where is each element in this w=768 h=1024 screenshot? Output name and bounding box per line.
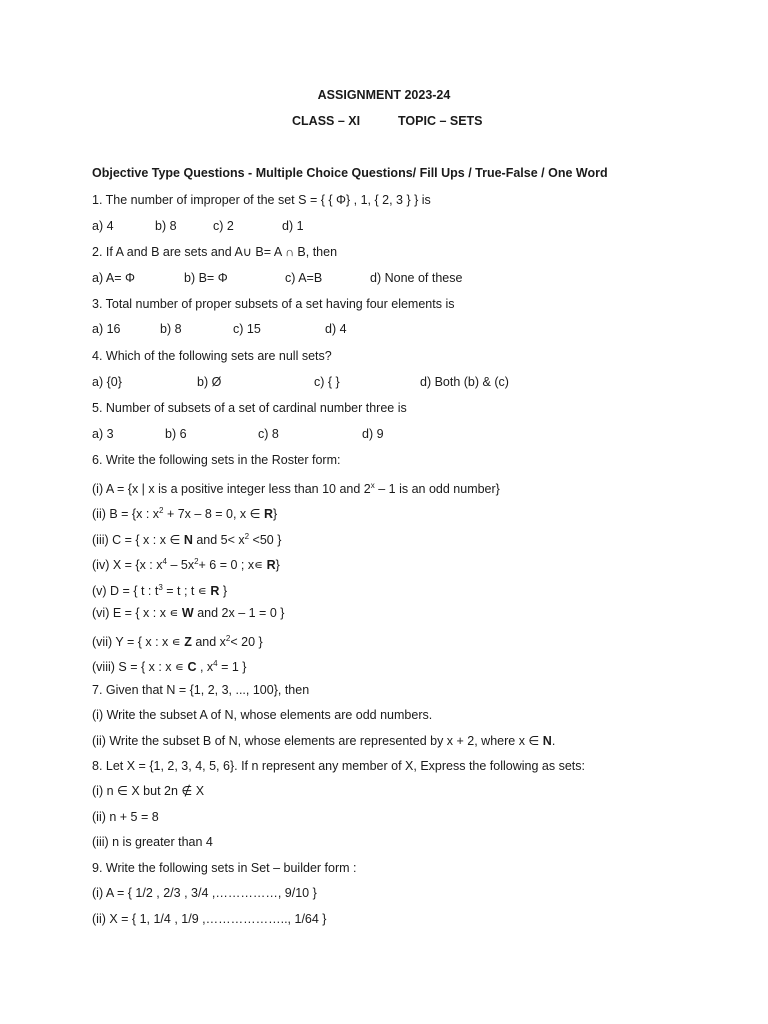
question-5: 5. Number of subsets of a set of cardinal number three is xyxy=(92,401,407,415)
q3-option-d: d) 4 xyxy=(325,322,347,336)
question-4: 4. Which of the following sets are null sets? xyxy=(92,349,332,363)
q1-option-c: c) 2 xyxy=(213,219,234,233)
q2-option-b: b) B= Φ xyxy=(184,271,228,285)
question-9: 9. Write the following sets in Set – builder form : xyxy=(92,861,357,875)
q7-part-i: (i) Write the subset A of N, whose elements are odd numbers. xyxy=(92,708,433,722)
q1-option-d: d) 1 xyxy=(282,219,304,233)
q6-part-ii: (ii) B = {x : $x^2 + 7x - 8 = 0$, x ∈ R} xyxy=(92,506,278,522)
q9-part-ii: (ii) X = { 1, 1/4 , 1/9 ,……………….., 1/64 } xyxy=(92,912,327,926)
q6-part-iv: (iv) X = {x : $x^4 - 5x^2+ 6 = 0$ ; x∊ R} xyxy=(92,557,280,573)
question-6: 6. Write the following sets in the Roster form: xyxy=(92,453,341,467)
q5-option-c: c) 8 xyxy=(258,427,279,441)
q2-option-c: c) A=B xyxy=(285,271,323,285)
q1-option-b: b) 8 xyxy=(155,219,177,233)
q6-part-i: (i) A = {x | x is a positive integer less than 10 and 2$^x$ – 1 is an odd number} xyxy=(92,481,500,497)
q8-part-ii: (ii) n + 5 = 8 xyxy=(92,810,159,824)
q5-option-a: a) 3 xyxy=(92,427,114,441)
q8-part-iii: (iii) n is greater than 4 xyxy=(92,835,213,849)
q4-option-d: d) Both (b) & (c) xyxy=(420,375,509,389)
q3-option-b: b) 8 xyxy=(160,322,182,336)
q6-part-v: (v) D = { t : $t^3 = t$ ; t ∊ R } xyxy=(92,583,228,599)
q6-part-vi: (vi) E = { x : x ∊ W and 2x – 1 = 0 } xyxy=(92,606,285,620)
question-2: 2. If A and B are sets and A∪ B= A ∩ B, then xyxy=(92,245,338,259)
question-8: 8. Let X = {1, 2, 3, 4, 5, 6}. If n represent any member of X, Express the following as sets: xyxy=(92,759,585,773)
q5-option-d: d) 9 xyxy=(362,427,384,441)
q9-part-i: (i) A = { 1/2 , 2/3 , 3/4 ,……………, 9/10 } xyxy=(92,886,317,900)
question-7: 7. Given that N = {1, 2, 3, ..., 100}, then xyxy=(92,683,310,697)
topic-label: TOPIC – SETS xyxy=(398,114,483,128)
q3-option-c: c) 15 xyxy=(233,322,261,336)
document-title: ASSIGNMENT 2023-24 xyxy=(317,88,451,102)
q7-part-ii: (ii) Write the subset B of N, whose elements are represented by x + 2, where x ∈ N. xyxy=(92,734,556,748)
q4-option-a: a) {0} xyxy=(92,375,122,389)
q2-option-d: d) None of these xyxy=(370,271,463,285)
q4-option-b: b) Ø xyxy=(197,375,222,389)
section-heading: Objective Type Questions - Multiple Choice Questions/ Fill Ups / True-False / One Word xyxy=(92,166,608,180)
q4-option-c: c) { } xyxy=(314,375,340,389)
q2-option-a: a) A= Φ xyxy=(92,271,135,285)
question-1: 1. The number of improper of the set S = { { Φ} , 1, { 2, 3 } } is xyxy=(92,193,431,207)
class-label: CLASS – XI xyxy=(292,114,361,128)
q6-part-vii: (vii) Y = { x : x ∊ Z and $x^2< 20$ } xyxy=(92,634,263,650)
question-3: 3. Total number of proper subsets of a set having four elements is xyxy=(92,297,455,311)
q8-part-i: (i) n ∈ X but 2n ∉ X xyxy=(92,784,205,798)
q3-option-a: a) 16 xyxy=(92,322,121,336)
q6-part-viii: (viii) S = { x : x ∊ C , $x^4 = 1$ } xyxy=(92,659,247,675)
q1-option-a: a) 4 xyxy=(92,219,114,233)
q6-part-iii: (iii) C = { x : x ∈ N and $5< x^2 <50$ } xyxy=(92,532,282,548)
q5-option-b: b) 6 xyxy=(165,427,187,441)
